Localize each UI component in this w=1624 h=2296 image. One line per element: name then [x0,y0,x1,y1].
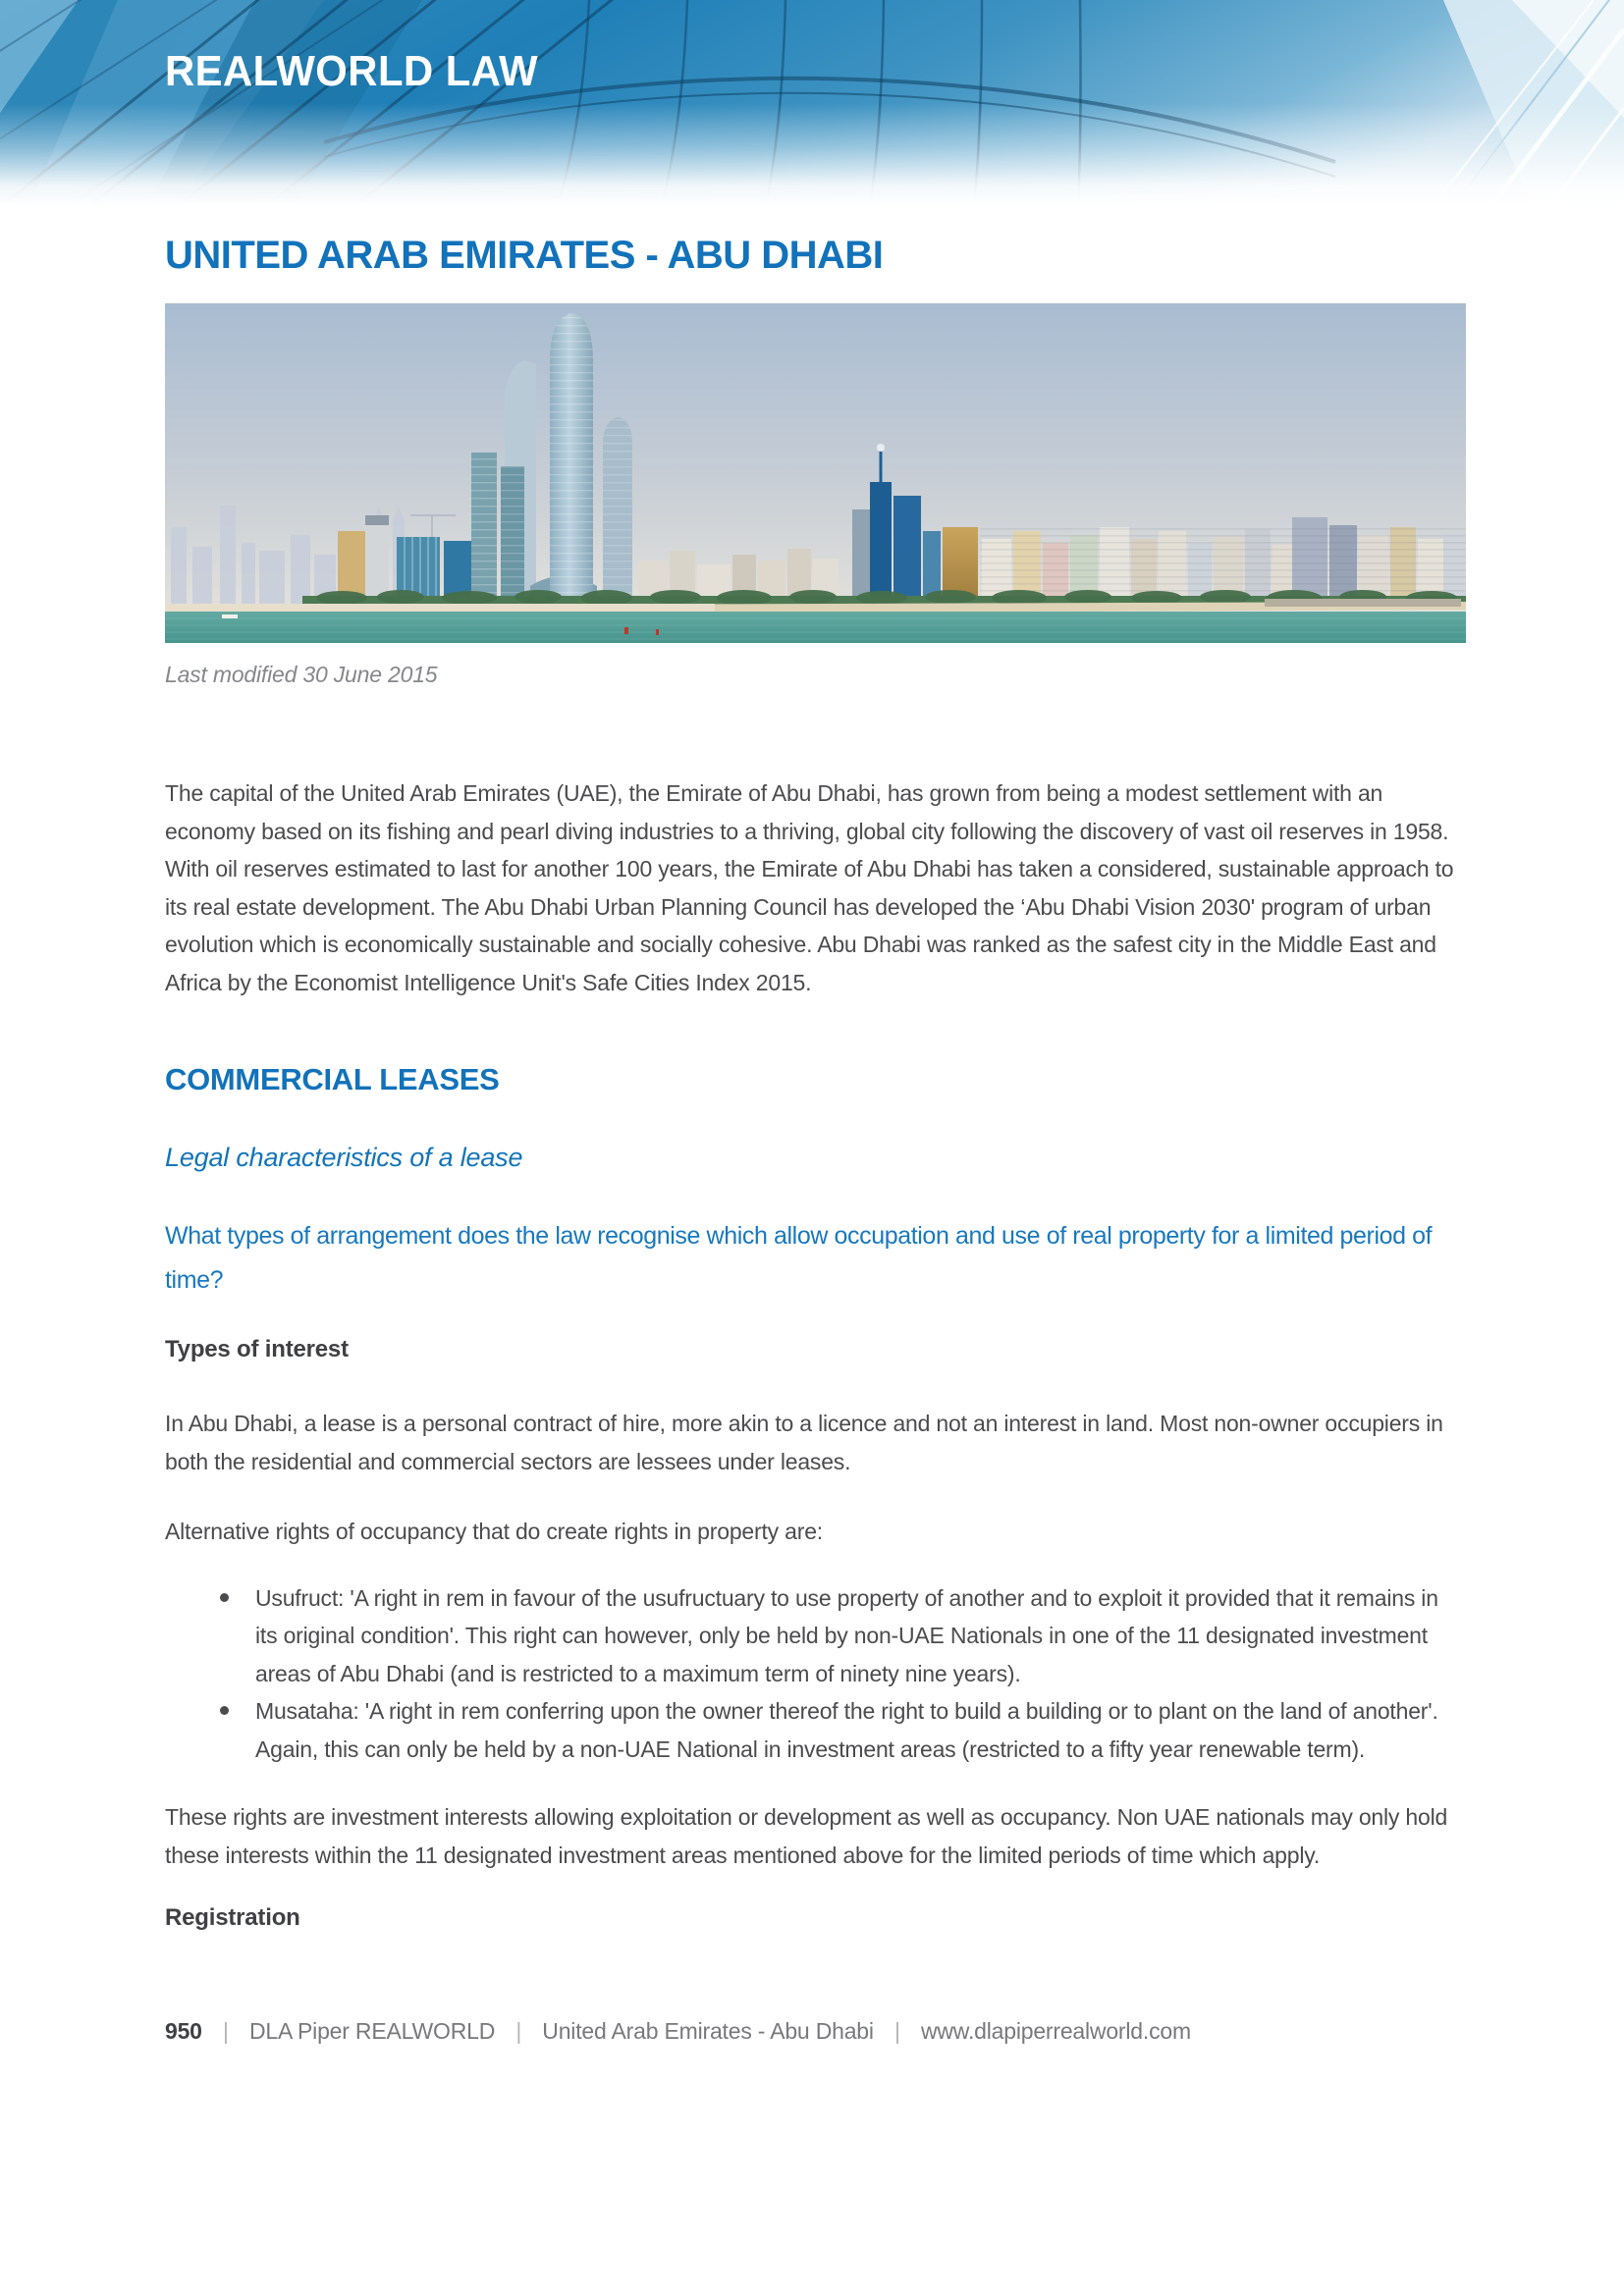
page-title: UNITED ARAB EMIRATES - ABU DHABI [165,234,884,277]
footer-separator: | [222,2018,229,2044]
section-heading-commercial-leases: COMMERCIAL LEASES [165,1062,500,1096]
list-item-musataha: Musataha: 'A right in rem conferring upon the owner thereof the right to build a building or to plant on the land of another'. Again, this can only be held by a non-UAE National in investment areas (restricted to a fifty year renewable term). [255,1692,1466,1768]
footer-url[interactable]: www.dlapiperrealworld.com [920,2018,1191,2044]
types-of-interest-paragraph-2: Alternative rights of occupancy that do create rights in property are: [165,1519,823,1544]
last-modified-date: Last modified 30 June 2015 [165,662,438,687]
footer-separator: | [515,2018,522,2044]
rights-list [165,1579,1466,1769]
registration-heading: Registration [165,1904,300,1931]
types-of-interest-paragraph-3: These rights are investment interests allowing exploitation or development as well as occupancy. Non UAE nationals may only hold these interests within the 11 designated investment areas mentioned above for the limited periods of time which apply. [165,1804,1448,1868]
skyline-photo [165,303,1466,643]
intro-paragraph: The capital of the United Arab Emirates (UAE), the Emirate of Abu Dhabi, has grown from being a modest settlement with an economy based on its fishing and pearl diving industries to a thriving, global city following the discovery of vast oil reserves in 1958. With oil reserves estimated to last for another 100 years, the Emirate of Abu Dhabi has taken a considered, sustainable approach to its real estate development. The Abu Dhabi Urban Planning Council has developed the ‘Abu Dhabi Vision 2030' program of urban evolution which is economically sustainable and socially cohesive. Abu Dhabi was ranked as the safest city in the Middle East and Africa by the Economist Intelligence Unit's Safe Cities Index 2015. [165,780,1454,995]
list-item-usufruct: Usufruct: 'A right in rem in favour of the usufructuary to use property of another and to exploit it provided that it remains in its original condition'. This right can however, only be held by non-UAE Nationals in one of the 11 designated investment areas of Abu Dhabi (and is restricted to a maximum term of ninety nine years). [255,1579,1466,1693]
hero-image [165,303,1466,643]
brand-logo: REALWORLD LAW [165,47,539,95]
footer-brand: DLA Piper REALWORLD [248,2018,496,2044]
page-footer [0,2016,1624,2046]
page-number: 950 [165,2018,202,2044]
footer-section: United Arab Emirates - Abu Dhabi [542,2018,874,2044]
types-of-interest-paragraph-1: In Abu Dhabi, a lease is a personal contract of hire, more akin to a licence and not an interest in land. Most non-owner occupiers in both the residential and commercial sectors are lessees under leases. [165,1411,1443,1474]
document-content [0,206,1624,1933]
footer-separator: | [894,2018,900,2044]
types-of-interest-heading: Types of interest [165,1336,349,1362]
question-text: What types of arrangement does the law recognise which allow occupation and use of real property for a limited period of time? [165,1222,1433,1294]
subsection-heading-legal-characteristics: Legal characteristics of a lease [165,1143,523,1172]
header-banner-image [0,0,1624,206]
page-header [0,0,1624,206]
